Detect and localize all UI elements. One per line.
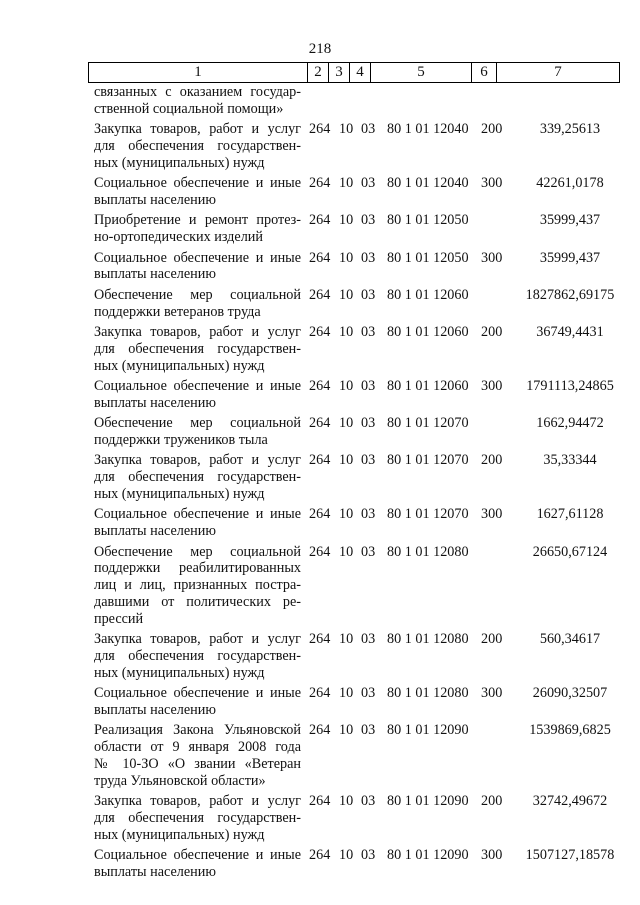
target-item-code: 80 1 01 12070 bbox=[387, 452, 469, 469]
description-line: ных (муниципальных) нужд bbox=[94, 357, 265, 374]
department-code: 264 bbox=[309, 324, 331, 340]
row-description bbox=[94, 631, 301, 681]
section-code: 10 bbox=[339, 378, 354, 394]
subsection-code: 03 bbox=[361, 249, 376, 266]
subsection-code: 03 bbox=[361, 452, 376, 469]
expense-type-code: 200 bbox=[481, 324, 503, 340]
subsection-code: 03 bbox=[361, 543, 376, 560]
department-code: 264 bbox=[309, 175, 331, 192]
expense-type-code: 300 bbox=[481, 175, 503, 192]
description-line: Социальное обеспечение и иные bbox=[94, 847, 301, 864]
department-code: 264 bbox=[309, 506, 331, 523]
amount: 1627,61128 bbox=[536, 506, 604, 523]
amount: 35999,437 bbox=[539, 212, 601, 229]
section-code: 10 bbox=[339, 506, 354, 523]
description-line: Социальное обеспечение и иные bbox=[94, 685, 301, 702]
subsection-code: 03 bbox=[361, 722, 376, 739]
expense-type-code: 300 bbox=[481, 249, 503, 266]
description-line: для обеспечения государствен- bbox=[94, 469, 301, 486]
description-line: ственной социальной помощи» bbox=[94, 100, 284, 117]
row-description bbox=[94, 544, 301, 628]
section-code: 10 bbox=[339, 452, 354, 469]
description-line: ных (муниципальных) нужд bbox=[94, 485, 265, 502]
description-line: Закупка товаров, работ и услуг bbox=[94, 324, 301, 340]
description-line: Социальное обеспечение и иные bbox=[94, 249, 301, 266]
department-code: 264 bbox=[309, 121, 331, 138]
amount: 42261,0178 bbox=[536, 175, 604, 192]
target-item-code: 80 1 01 12080 bbox=[387, 631, 469, 648]
section-code: 10 bbox=[339, 175, 354, 192]
section-code: 10 bbox=[339, 685, 354, 702]
target-item-code: 80 1 01 12040 bbox=[387, 121, 469, 138]
subsection-code: 03 bbox=[361, 175, 376, 192]
description-line: Социальное обеспечение и иные bbox=[94, 175, 301, 192]
row-description bbox=[94, 287, 301, 321]
description-line: ных (муниципальных) нужд bbox=[94, 826, 265, 843]
page-number: 218 bbox=[308, 41, 332, 57]
description-line: Закупка товаров, работ и услуг bbox=[94, 631, 301, 648]
row-description bbox=[94, 722, 301, 789]
column-header-table bbox=[88, 62, 620, 83]
amount: 560,34617 bbox=[539, 631, 601, 648]
row-description bbox=[94, 121, 301, 171]
row-description bbox=[94, 212, 301, 246]
section-code: 10 bbox=[339, 722, 354, 739]
row-description bbox=[94, 452, 301, 502]
expense-type-code: 200 bbox=[481, 452, 503, 469]
target-item-code: 80 1 01 12060 bbox=[387, 324, 469, 340]
description-line: Обеспечение мер социальной bbox=[94, 415, 301, 432]
target-item-code: 80 1 01 12090 bbox=[387, 847, 469, 864]
description-line: Социальное обеспечение и иные bbox=[94, 506, 301, 523]
description-line: Закупка товаров, работ и услуг bbox=[94, 121, 301, 138]
target-item-code: 80 1 01 12080 bbox=[387, 685, 469, 702]
department-code: 264 bbox=[309, 685, 331, 702]
target-item-code: 80 1 01 12050 bbox=[387, 249, 469, 266]
amount: 1827862,69175 bbox=[525, 286, 615, 303]
target-item-code: 80 1 01 12050 bbox=[387, 212, 469, 229]
department-code: 264 bbox=[309, 631, 331, 648]
row-description bbox=[94, 378, 301, 412]
department-code: 264 bbox=[309, 452, 331, 469]
description-line: лиц и лиц, признанных постра- bbox=[94, 577, 301, 594]
column-header-row bbox=[89, 63, 620, 83]
subsection-code: 03 bbox=[361, 378, 376, 394]
amount: 32742,49672 bbox=[532, 793, 608, 810]
section-code: 10 bbox=[339, 415, 354, 432]
subsection-code: 03 bbox=[361, 324, 376, 340]
description-line: для обеспечения государствен- bbox=[94, 137, 301, 154]
expense-type-code: 200 bbox=[481, 631, 503, 648]
description-line: но-ортопедических изделий bbox=[94, 229, 263, 246]
target-item-code: 80 1 01 12070 bbox=[387, 415, 469, 432]
expense-type-code: 300 bbox=[481, 378, 503, 394]
description-line: прессий bbox=[94, 610, 144, 627]
expense-type-code: 200 bbox=[481, 121, 503, 138]
amount: 26650,67124 bbox=[532, 543, 608, 560]
expense-type-code: 300 bbox=[481, 847, 503, 864]
amount: 1539869,6825 bbox=[529, 722, 611, 739]
description-line: выплаты населению bbox=[94, 523, 216, 540]
target-item-code: 80 1 01 12080 bbox=[387, 543, 469, 560]
description-line: поддержки тружеников тыла bbox=[94, 431, 268, 448]
row-description bbox=[94, 847, 301, 881]
row-description bbox=[94, 793, 301, 843]
subsection-code: 03 bbox=[361, 121, 376, 138]
department-code: 264 bbox=[309, 415, 331, 432]
description-line: для обеспечения государствен- bbox=[94, 340, 301, 357]
column-header-1: 1 bbox=[89, 63, 308, 83]
description-line: области от 9 января 2008 года bbox=[94, 739, 301, 756]
target-item-code: 80 1 01 12040 bbox=[387, 175, 469, 192]
amount: 36749,4431 bbox=[536, 324, 604, 340]
description-line: выплаты населению bbox=[94, 863, 216, 880]
section-code: 10 bbox=[339, 543, 354, 560]
row-description bbox=[94, 84, 301, 118]
department-code: 264 bbox=[309, 793, 331, 810]
description-line: Реализация Закона Ульяновской bbox=[94, 722, 301, 739]
target-item-code: 80 1 01 12090 bbox=[387, 793, 469, 810]
expense-type-code: 300 bbox=[481, 506, 503, 523]
description-line: поддержки ветеранов труда bbox=[94, 303, 261, 320]
row-description bbox=[94, 685, 301, 719]
section-code: 10 bbox=[339, 249, 354, 266]
amount: 339,25613 bbox=[539, 121, 601, 138]
column-header-6: 6 bbox=[472, 63, 497, 83]
row-description bbox=[94, 250, 301, 284]
expense-type-code: 200 bbox=[481, 793, 503, 810]
description-line: для обеспечения государствен- bbox=[94, 809, 301, 826]
section-code: 10 bbox=[339, 793, 354, 810]
row-description bbox=[94, 415, 301, 449]
expense-type-code: 300 bbox=[481, 685, 503, 702]
amount: 1507127,18578 bbox=[525, 847, 615, 864]
department-code: 264 bbox=[309, 378, 331, 394]
description-line: для обеспечения государствен- bbox=[94, 647, 301, 664]
subsection-code: 03 bbox=[361, 415, 376, 432]
column-header-2: 2 bbox=[308, 63, 329, 83]
subsection-code: 03 bbox=[361, 793, 376, 810]
section-code: 10 bbox=[339, 286, 354, 303]
department-code: 264 bbox=[309, 847, 331, 864]
section-code: 10 bbox=[339, 212, 354, 229]
description-line: ных (муниципальных) нужд bbox=[94, 664, 265, 681]
description-line: Приобретение и ремонт протез- bbox=[94, 212, 301, 229]
row-description bbox=[94, 175, 301, 209]
description-line: Закупка товаров, работ и услуг bbox=[94, 452, 301, 469]
description-line: Обеспечение мер социальной bbox=[94, 543, 301, 560]
amount: 35999,437 bbox=[539, 249, 601, 266]
row-description bbox=[94, 324, 301, 374]
target-item-code: 80 1 01 12060 bbox=[387, 378, 469, 394]
description-line: Обеспечение мер социальной bbox=[94, 286, 301, 303]
description-line: связанных с оказанием государ- bbox=[94, 84, 301, 100]
department-code: 264 bbox=[309, 286, 331, 303]
description-line: № 10-ЗО «О звании «Ветеран bbox=[94, 755, 301, 772]
amount: 26090,32507 bbox=[532, 685, 608, 702]
section-code: 10 bbox=[339, 631, 354, 648]
section-code: 10 bbox=[339, 121, 354, 138]
subsection-code: 03 bbox=[361, 847, 376, 864]
column-header-5: 5 bbox=[371, 63, 472, 83]
subsection-code: 03 bbox=[361, 212, 376, 229]
description-line: выплаты населению bbox=[94, 394, 216, 411]
description-line: Закупка товаров, работ и услуг bbox=[94, 793, 301, 810]
department-code: 264 bbox=[309, 722, 331, 739]
amount: 35,33344 bbox=[543, 452, 597, 469]
target-item-code: 80 1 01 12090 bbox=[387, 722, 469, 739]
section-code: 10 bbox=[339, 324, 354, 340]
description-line: выплаты населению bbox=[94, 701, 216, 718]
description-line: ных (муниципальных) нужд bbox=[94, 154, 265, 171]
row-description bbox=[94, 506, 301, 540]
description-line: давшими от политических ре- bbox=[94, 593, 301, 610]
column-header-3: 3 bbox=[329, 63, 350, 83]
department-code: 264 bbox=[309, 249, 331, 266]
description-line: поддержки реабилитированных bbox=[94, 560, 301, 577]
subsection-code: 03 bbox=[361, 506, 376, 523]
department-code: 264 bbox=[309, 212, 331, 229]
amount: 1662,94472 bbox=[536, 415, 604, 432]
description-line: выплаты населению bbox=[94, 266, 216, 283]
subsection-code: 03 bbox=[361, 685, 376, 702]
department-code: 264 bbox=[309, 543, 331, 560]
target-item-code: 80 1 01 12060 bbox=[387, 286, 469, 303]
description-line: труда Ульяновской области» bbox=[94, 772, 266, 789]
target-item-code: 80 1 01 12070 bbox=[387, 506, 469, 523]
column-header-7: 7 bbox=[497, 63, 620, 83]
subsection-code: 03 bbox=[361, 286, 376, 303]
description-line: Социальное обеспечение и иные bbox=[94, 378, 301, 394]
amount: 1791113,24865 bbox=[526, 378, 614, 394]
column-header-4: 4 bbox=[350, 63, 371, 83]
section-code: 10 bbox=[339, 847, 354, 864]
subsection-code: 03 bbox=[361, 631, 376, 648]
description-line: выплаты населению bbox=[94, 191, 216, 208]
